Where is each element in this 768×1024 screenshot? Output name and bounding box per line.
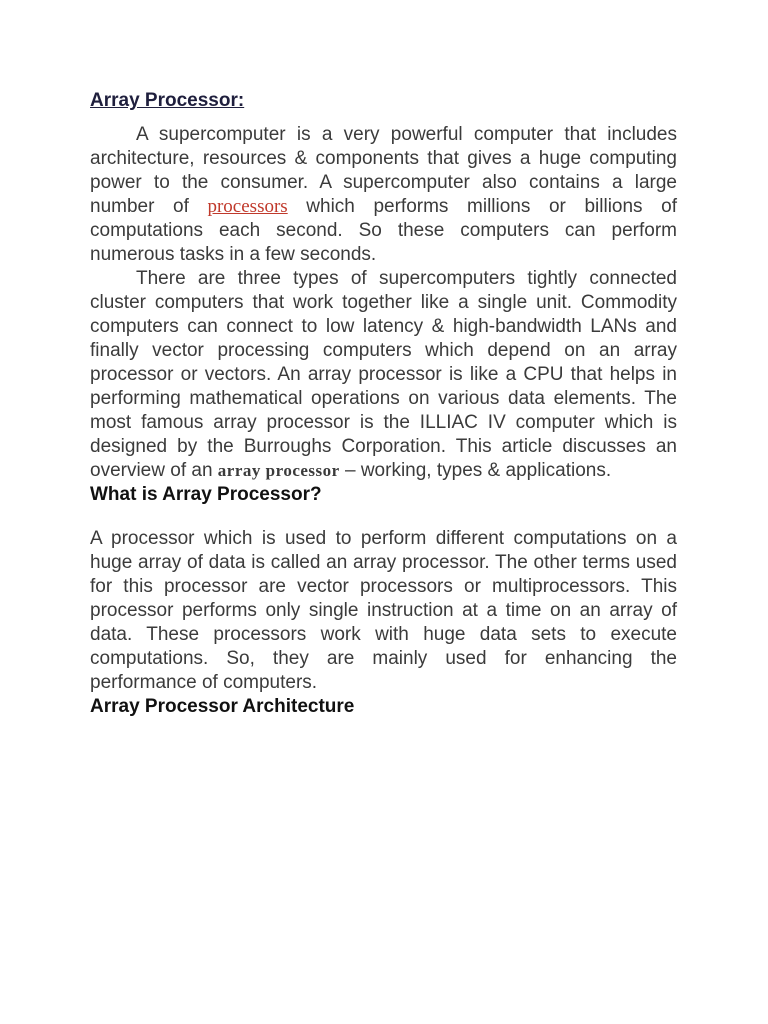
document-page: [90, 90, 677, 739]
processors-link[interactable]: processors: [207, 195, 288, 217]
intro-paragraph: [90, 123, 677, 267]
array-processor-emphasis: array processor: [217, 460, 340, 480]
section-heading-architecture: Array Processor Architecture: [90, 695, 355, 717]
types-paragraph: [90, 267, 677, 483]
types-text-start: There are three types of supercomputers tightly connected cluster computers that work together like a single unit. Commodity computers can connect to low latency & high-bandwidth LANs and finally vector processing computers which depend on an array processor or vectors. An array processor is like a CPU that helps in performing mathematical operations on various data elements. The most famous array processor is the ILLIAC IV computer which is designed by the Burroughs Corporation. This article discusses an overview of an: [90, 267, 677, 481]
intro-text-start: A supercomputer is a very powerful computer that includes architecture, resources & components that gives a huge computing power to the consumer. A supercomputer also contains a large number of: [90, 123, 677, 217]
page-title: Array Processor:: [90, 90, 245, 111]
definition-paragraph: A processor which is used to perform different computations on a huge array of data is called an array processor. The other terms used for this processor are vector processors or multiprocessors. This processor performs only single instruction at a time on an array of data. These processors work with huge data sets to execute computations. So, they are mainly used for enhancing the performance of computers.: [90, 527, 677, 693]
intro-text-end: which performs millions or billions of computations each second. So these computers can perform numerous tasks in a few seconds.: [90, 195, 678, 265]
section-heading-what-is: What is Array Processor?: [90, 483, 322, 505]
types-text-end: – working, types & applications.: [339, 459, 612, 481]
